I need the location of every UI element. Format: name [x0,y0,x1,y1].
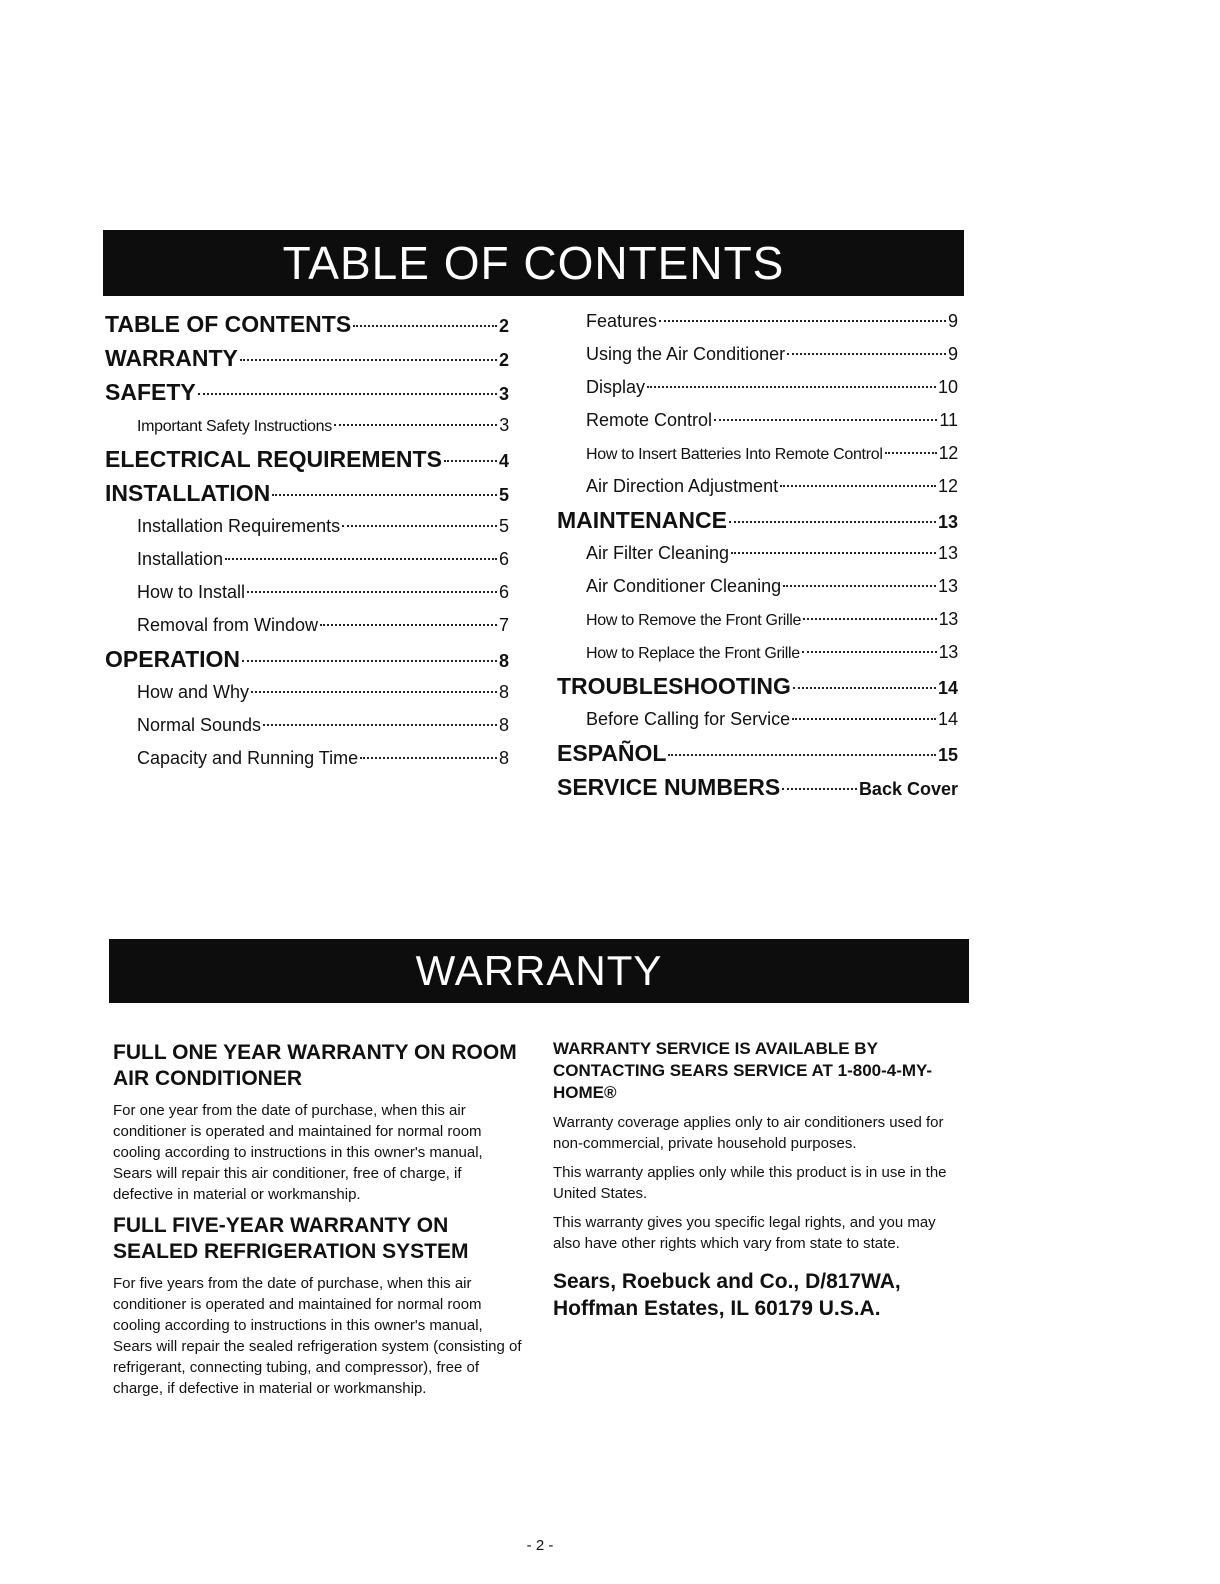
toc-entry-page: 9 [947,344,958,364]
toc-entry-label: Before Calling for Service [586,709,791,729]
toc-entry-label: TROUBLESHOOTING [557,673,791,699]
toc-entry-page: 4 [498,451,509,471]
toc-leader-dots [240,359,497,361]
warranty-coverage-text: Warranty coverage applies only to air conditioners used for non-commercial, private household purposes. [553,1114,944,1152]
toc-leader-dots [198,393,497,395]
toc-entry-page: 8 [498,715,509,735]
toc-entry-label: SAFETY [105,379,196,405]
toc-entry [105,409,509,442]
toc-entry-page: 8 [498,682,509,702]
warranty-rights-text: This warranty gives you specific legal rights, and you may also have other rights which vary from state to state. [553,1214,936,1252]
toc-entry-label: WARRANTY [105,345,238,371]
toc-entry-page: 5 [498,485,509,505]
one-year-warranty-heading: FULL ONE YEAR WARRANTY ON ROOM AIR CONDITIONER [113,1041,517,1090]
toc-entry-label: SERVICE NUMBERS [557,774,781,800]
toc-entry [105,476,509,510]
toc-entry-page: 13 [938,609,958,629]
toc-entry [105,642,509,676]
toc-entry-page: 15 [937,745,958,765]
toc-entry [105,709,509,742]
toc-entry [105,742,509,775]
toc-leader-dots [729,521,936,523]
toc-leader-dots [242,660,497,662]
toc-entry-page: 3 [499,415,509,435]
toc-leader-dots [787,353,946,355]
toc-entry-label: Display [586,377,646,397]
toc-entry-label: How to Remove the Front Grille [586,612,802,629]
toc-entry-label: TABLE OF CONTENTS [105,311,352,337]
toc-leader-dots [782,788,857,790]
page-number: - 2 - [526,1537,554,1554]
toc-leader-dots [792,718,936,720]
toc-entry [105,510,509,543]
five-year-warranty-text: For five years from the date of purchase, when this air conditioner is operated and maintained for normal room cooling according to instructions in this owner's manual, Sears will repair the sealed refrigeration system (consisting of refrigerant, connecting tubing, and compressor), free of charge, if defective in material or workmanship. [113,1275,522,1397]
toc-entry-label: MAINTENANCE [557,507,727,533]
sears-address: Sears, Roebuck and Co., D/817WA, Hoffman Estates, IL 60179 U.S.A. [553,1270,901,1320]
toc-entry-label: INSTALLATION [105,480,271,506]
toc-entry-label: Important Safety Instructions [137,418,332,435]
toc-leader-dots [334,424,497,426]
one-year-warranty-text: For one year from the date of purchase, when this air conditioner is operated and maintained for normal room cooling according to instructions in this owner's manual, Sears will repair this air conditioner, free of charge, if defective in material or workmanship. [113,1102,483,1203]
toc-entry-label: Normal Sounds [137,715,262,735]
toc-entry-label: How and Why [137,682,250,702]
warranty-right-column [553,1038,953,1322]
warranty-left-column [113,1040,525,1407]
toc-entry-label: Air Direction Adjustment [586,476,779,496]
toc-entry-label: ELECTRICAL REQUIREMENTS [105,446,442,472]
toc-entry-label: Remote Control [586,410,713,430]
toc-leader-dots [353,325,497,327]
toc-entry-label: Installation Requirements [137,516,341,536]
toc-entry [105,543,509,576]
warranty-banner: WARRANTY [109,939,969,1003]
toc-entry [105,375,509,409]
toc-entry-page: 6 [498,582,509,602]
toc-entry-page: 14 [937,709,958,729]
toc-leader-dots [803,618,936,620]
toc-leader-dots [783,585,936,587]
toc-entry-page: 12 [938,443,958,463]
toc-leader-dots [647,386,936,388]
toc-entry-page: 14 [937,678,958,698]
toc-entry-page: 5 [498,516,509,536]
toc-entry-page: 12 [937,476,958,496]
toc-entry-page: 3 [498,384,509,404]
toc-left-column [105,307,509,775]
toc-entry-label: Removal from Window [137,615,319,635]
toc-entry-page: 13 [937,512,958,532]
toc-entry-label: How to Replace the Front Grille [586,645,800,662]
toc-leader-dots [668,754,935,756]
toc-entry [557,305,958,338]
toc-entry-page: 2 [498,316,509,336]
toc-entry [557,770,958,804]
toc-leader-dots [225,558,497,560]
toc-entry-page: 13 [938,642,958,662]
toc-entry [557,570,958,603]
toc-entry [557,470,958,503]
toc-entry [105,341,509,375]
toc-leader-dots [802,651,937,653]
toc-leader-dots [360,757,497,759]
warranty-us-text: This warranty applies only while this product is in use in the United States. [553,1164,947,1202]
toc-entry-page: 6 [498,549,509,569]
toc-entry [105,676,509,709]
toc-banner: TABLE OF CONTENTS [103,230,964,296]
toc-leader-dots [342,525,497,527]
toc-leader-dots [272,494,497,496]
toc-entry [557,736,958,770]
toc-entry-page: 9 [947,311,958,331]
warranty-service-heading: WARRANTY SERVICE IS AVAILABLE BY CONTACTING SEARS SERVICE AT 1-800-4-MY-HOME® [553,1039,933,1102]
toc-leader-dots [714,419,937,421]
toc-right-column [557,305,958,804]
toc-entry-label: Installation [137,549,224,569]
toc-entry-label: How to Install [137,582,246,602]
toc-entry-label: Air Conditioner Cleaning [586,576,782,596]
toc-entry-label: How to Insert Batteries Into Remote Control [586,446,883,463]
toc-entry-page: 11 [939,410,958,430]
toc-entry [105,576,509,609]
toc-leader-dots [247,591,497,593]
toc-entry-page: 13 [937,543,958,563]
toc-entry-label: Capacity and Running Time [137,748,359,768]
toc-leader-dots [885,452,937,454]
toc-entry-page: 8 [498,748,509,768]
toc-entry [557,636,958,669]
toc-entry [105,609,509,642]
toc-entry [557,338,958,371]
toc-leader-dots [444,460,497,462]
toc-entry [557,371,958,404]
toc-leader-dots [731,552,936,554]
toc-entry [557,669,958,703]
toc-entry-page: 10 [937,377,958,397]
toc-entry [557,503,958,537]
toc-entry-page: 13 [937,576,958,596]
toc-entry [105,442,509,476]
five-year-warranty-heading: FULL FIVE-YEAR WARRANTY ON SEALED REFRIGERATION SYSTEM [113,1214,469,1263]
toc-entry [557,703,958,736]
toc-entry [557,437,958,470]
toc-leader-dots [793,687,936,689]
toc-leader-dots [251,691,497,693]
toc-entry-label: Features [586,311,658,331]
toc-leader-dots [780,485,936,487]
toc-entry [557,404,958,437]
toc-entry-label: OPERATION [105,646,241,672]
toc-leader-dots [320,624,497,626]
toc-entry-page: 2 [498,350,509,370]
toc-entry [557,603,958,636]
toc-entry-page: 8 [498,651,509,671]
toc-leader-dots [659,320,946,322]
toc-entry-page: 7 [498,615,509,635]
toc-entry-label: ESPAÑOL [557,740,667,766]
toc-entry [105,307,509,341]
toc-entry [557,537,958,570]
toc-entry-label: Air Filter Cleaning [586,543,730,563]
toc-leader-dots [263,724,497,726]
toc-entry-page: Back Cover [858,779,958,799]
toc-entry-label: Using the Air Conditioner [586,344,786,364]
